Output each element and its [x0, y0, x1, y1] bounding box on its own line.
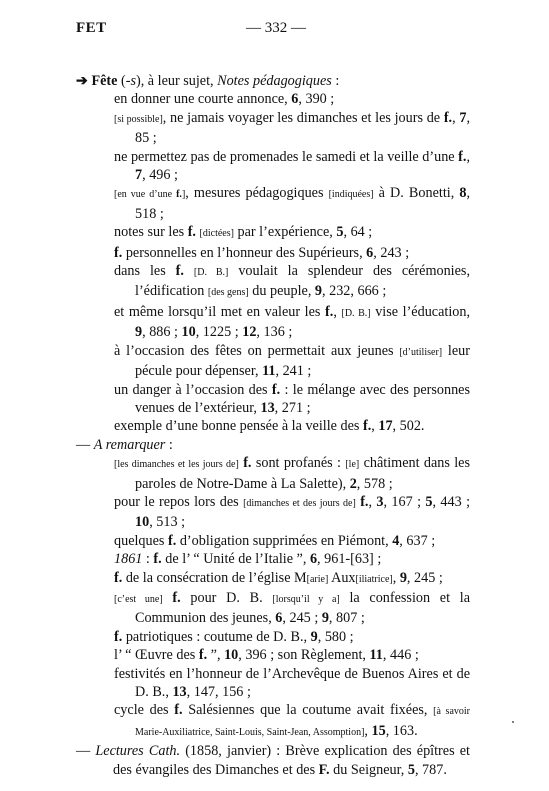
list-item: f. de la consécration de l’église M[arie] Aux[iliatrice], 9, 245 ;: [114, 569, 443, 586]
list-item: cycle des f. Salésiennes que la coutume avait fixées, [à savoir Marie-Auxiliatrice, Saint-Louis, Saint-Jean, Assomption], 15, 163.: [114, 702, 470, 739]
list-item: pour le repos lors des [dimanches et des jours de] f., 3, 167 ; 5, 443 ; 10, 513 ;: [114, 493, 471, 531]
header-keyword: FET: [76, 20, 107, 36]
list-item: exemple d’une bonne pensée à la veille des f., 17, 502.: [114, 418, 425, 435]
list-item: et même lorsqu’il met en valeur les f., [D. B.] vise l’éducation, 9, 886 ; 10, 1225 ; 12, 136 ;: [114, 303, 471, 341]
section-heading: — A remarquer :: [76, 436, 173, 453]
list-item: notes sur les f. [dictées] par l’expérience, 5, 64 ;: [114, 224, 373, 241]
list-item: ne permettez pas de promenades le samedi et la veille d’une f., 7, 496 ;: [114, 148, 470, 184]
arrow-icon: ➔: [76, 73, 92, 89]
list-item: un danger à l’occasion des f. : le mélange avec des personnes venues de l’extérieur, 13, 271 ;: [114, 381, 470, 416]
list-item: l’ “ Œuvre des f. ”, 10, 396 ; son Règlement, 11, 446 ;: [114, 647, 419, 664]
list-item: dans les f. [D. B.] voulait la splendeur des cérémonies, l’édification [des gens] du peuple, 9, 232, 666 ;: [114, 263, 470, 300]
entry-subtitle: Notes pédagogiques: [217, 73, 332, 89]
list-item: festivités en l’honneur de l’Archevêque de Buenos Aires et de D. B., 13, 147, 156 ;: [114, 665, 470, 700]
page-number: — 332 —: [246, 20, 306, 36]
entry-heading: ➔ Fête (-s), à leur sujet, Notes pédagogiques :: [76, 73, 340, 89]
list-item: quelques f. d’obligation supprimées en Piémont, 4, 637 ;: [114, 532, 436, 549]
list-item: [c’est une] f. pour D. B. [lorsqu’il y a] la confession et la Communion des jeunes, 6, 245 ; 9, 807 ;: [114, 589, 470, 627]
list-item: 1861 : f. de l’ “ Unité de l’Italie ”, 6, 961-[63] ;: [114, 551, 382, 568]
list-item: f. personnelles en l’honneur des Supérieurs, 6, 243 ;: [114, 244, 410, 261]
section-heading: — Lectures Cath. (1858, janvier) : Brève explication des épîtres et des évangiles des Dimanches et des F. du Seigneur, 5, 787.: [76, 743, 470, 778]
list-item: [en vue d’une f.], mesures pédagogiques [indiquées] à D. Bonetti, 8, 518 ;: [114, 185, 470, 222]
list-item: en donner une courte annonce, 6, 390 ;: [114, 91, 335, 108]
index-content: [76, 72, 470, 779]
section-title: A remarquer: [93, 436, 166, 453]
running-header: [76, 20, 476, 40]
entry-title: Fête: [91, 73, 118, 89]
stray-mark: [512, 721, 514, 723]
list-item: f. patriotiques : coutume de D. B., 9, 580 ;: [114, 628, 354, 645]
list-item: [les dimanches et les jours de] f. sont profanés : [le] châtiment dans les paroles de Notre-Dame à La Salette), 2, 578 ;: [114, 455, 470, 492]
section-title: Lectures Cath.: [95, 743, 181, 760]
list-item: à l’occasion des fêtes on permettait aux jeunes [d’utiliser] leur pécule pour dépenser, 11, 241 ;: [114, 342, 470, 380]
list-item: [si possible], ne jamais voyager les dimanches et les jours de f., 7, 85 ;: [114, 109, 470, 147]
